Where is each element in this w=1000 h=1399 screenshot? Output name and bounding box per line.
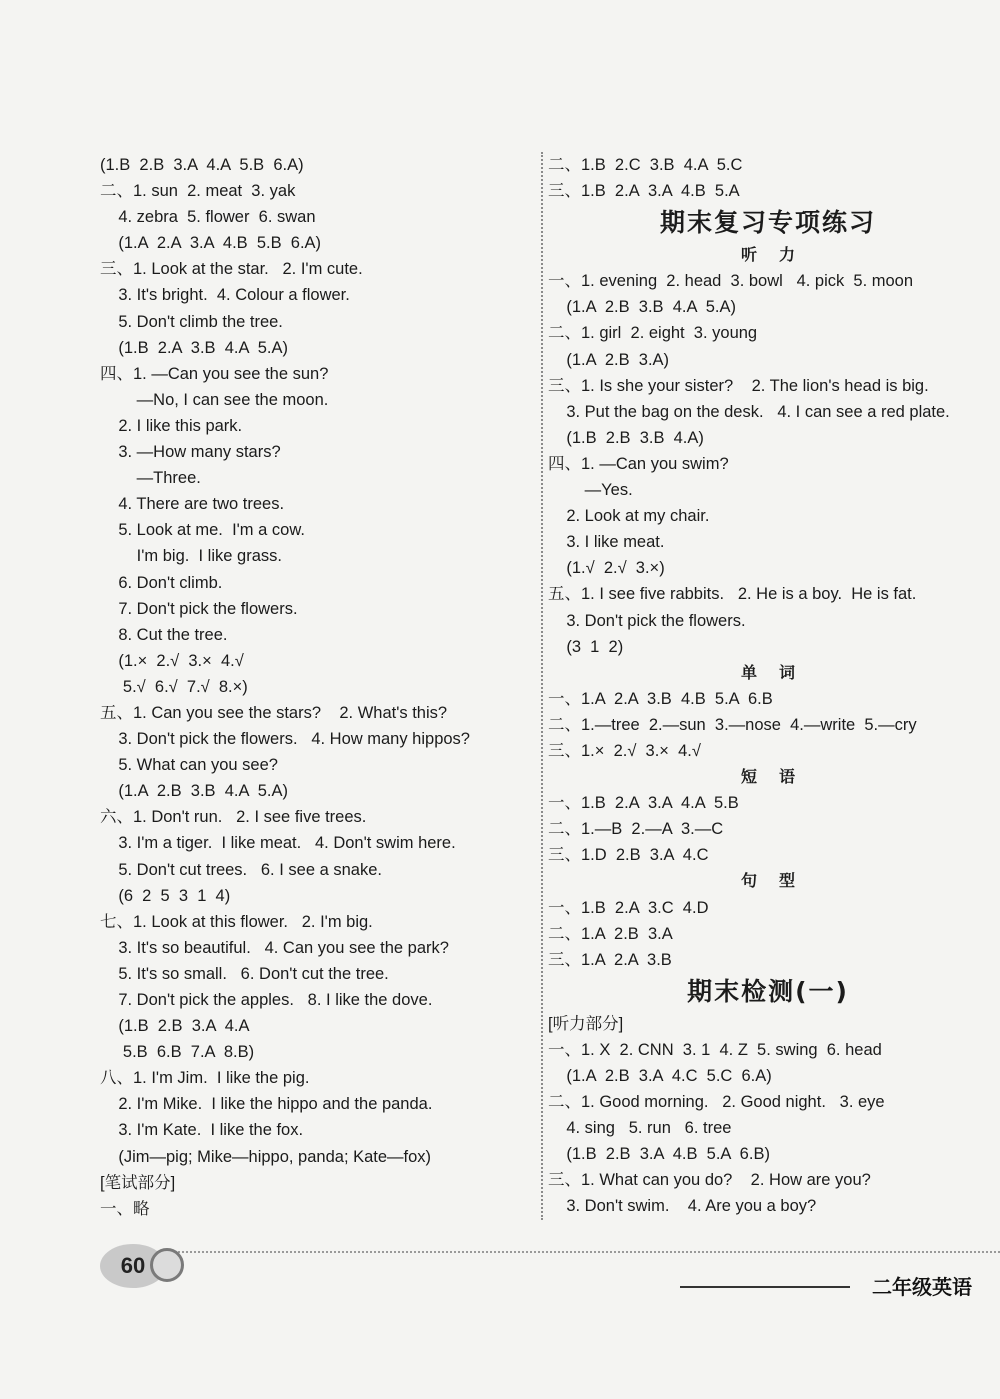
answer-line: 一、1.A 2.A 3.B 4.B 5.A 6.B bbox=[548, 689, 773, 708]
answer-line: 5. What can you see? bbox=[100, 756, 278, 775]
answer-line: 3. Don't pick the flowers. 4. How many hippos? bbox=[100, 730, 470, 749]
answer-line: (1.B 2.B 3.A 4.A 5.B 6.A) bbox=[100, 156, 304, 174]
answer-line: —Three. bbox=[100, 469, 201, 488]
answer-line: 二、1.B 2.C 3.B 4.A 5.C bbox=[548, 156, 743, 174]
right-column bbox=[548, 152, 988, 1220]
answer-line: 五、1. I see five rabbits. 2. He is a boy. He is fat. bbox=[548, 585, 917, 604]
answer-line: (Jim—pig; Mike—hippo, panda; Kate—fox) bbox=[100, 1147, 432, 1166]
footer-rule bbox=[170, 1251, 1000, 1253]
answer-line: 5. Don't cut trees. 6. I see a snake. bbox=[100, 860, 382, 879]
answer-line: 二、1.—B 2.—A 3.—C bbox=[548, 820, 724, 839]
left-column bbox=[100, 152, 520, 1222]
answer-line: (3 1 2) bbox=[548, 637, 624, 656]
answer-line: 四、1. —Can you swim? bbox=[548, 454, 729, 473]
answer-line: 八、1. I'm Jim. I like the pig. bbox=[100, 1069, 310, 1088]
answer-line: 二、1.—tree 2.—sun 3.—nose 4.—write 5.—cry bbox=[548, 715, 917, 734]
answer-line: (6 2 5 3 1 4) bbox=[100, 886, 231, 905]
answer-line: (1.× 2.√ 3.× 4.√ bbox=[100, 651, 244, 670]
answer-line: 五、1. Can you see the stars? 2. What's this? bbox=[100, 703, 448, 722]
review-title: 期末复习专项练习 bbox=[659, 208, 876, 238]
answer-line: (1.A 2.B 3.B 4.A 5.A) bbox=[548, 298, 737, 317]
answer-line: I'm big. I like grass. bbox=[100, 547, 282, 566]
answer-line: 一、1. X 2. CNN 3. 1 4. Z 5. swing 6. head bbox=[548, 1040, 882, 1059]
answer-line: —Yes. bbox=[548, 481, 633, 500]
answer-line: 5. It's so small. 6. Don't cut the tree. bbox=[100, 964, 389, 983]
answer-line: (1.B 2.B 3.A 4.B 5.A 6.B) bbox=[548, 1145, 770, 1164]
answer-line: 3. It's bright. 4. Colour a flower. bbox=[100, 286, 350, 305]
answer-line: 二、1. girl 2. eight 3. young bbox=[548, 324, 758, 343]
page-number: 60 bbox=[100, 1244, 166, 1288]
answer-line: 4. sing 5. run 6. tree bbox=[548, 1119, 732, 1138]
answer-line: 3. Don't swim. 4. Are you a boy? bbox=[548, 1197, 817, 1216]
answer-line: —No, I can see the moon. bbox=[100, 390, 329, 409]
answer-line: 7. Don't pick the apples. 8. I like the dove. bbox=[100, 991, 433, 1009]
answer-line: 3. I like meat. bbox=[548, 533, 665, 552]
answer-line: (1.B 2.B 3.B 4.A) bbox=[548, 428, 704, 447]
answer-line: 一、1.B 2.A 3.A 4.A 5.B bbox=[548, 794, 739, 813]
answer-line: 四、1. —Can you see the sun? bbox=[100, 364, 329, 383]
answer-line: 二、1. Good morning. 2. Good night. 3. eye bbox=[548, 1093, 885, 1112]
words-heading: 单词 bbox=[740, 662, 817, 682]
answer-line: 三、1. Look at the star. 2. I'm cute. bbox=[100, 260, 363, 279]
answer-line: 三、1.A 2.A 3.B bbox=[548, 950, 672, 969]
answer-line: 三、1.B 2.A 3.A 4.B 5.A bbox=[548, 182, 740, 201]
answer-line: 5.B 6.B 7.A 8.B) bbox=[100, 1043, 255, 1062]
test-title: 期末检测(一) bbox=[687, 976, 849, 1006]
answer-line: 一、1. evening 2. head 3. bowl 4. pick 5. moon bbox=[548, 272, 914, 291]
answer-line: 一、1.B 2.A 3.C 4.D bbox=[548, 898, 709, 917]
answer-line: (1.B 2.B 3.A 4.A bbox=[100, 1017, 250, 1036]
answer-line: 3. Put the bag on the desk. 4. I can see a red plate. bbox=[548, 402, 950, 421]
answer-line: 三、1. What can you do? 2. How are you? bbox=[548, 1171, 871, 1190]
answer-line: (1.A 2.B 3.B 4.A 5.A) bbox=[100, 782, 289, 801]
answer-line: 二、1.A 2.B 3.A bbox=[548, 924, 673, 943]
answer-line: 六、1. Don't run. 2. I see five trees. bbox=[100, 808, 367, 827]
answer-line: 5. Don't climb the tree. bbox=[100, 312, 283, 331]
answer-line: 三、1. Is she your sister? 2. The lion's head is big. bbox=[548, 376, 929, 395]
answer-line: 8. Cut the tree. bbox=[100, 625, 228, 644]
phrases-heading: 短语 bbox=[740, 767, 817, 787]
answer-line: (1.A 2.A 3.A 4.B 5.B 6.A) bbox=[100, 234, 322, 253]
answer-line: 一、略 bbox=[100, 1199, 150, 1218]
answer-line: 七、1. Look at this flower. 2. I'm big. bbox=[100, 912, 373, 931]
answer-line: 3. I'm a tiger. I like meat. 4. Don't swim here. bbox=[100, 834, 456, 853]
book-title: 二年级英语 bbox=[872, 1275, 972, 1299]
answer-line: 4. zebra 5. flower 6. swan bbox=[100, 208, 316, 227]
answer-line: 2. Look at my chair. bbox=[548, 507, 710, 526]
answer-line: 6. Don't climb. bbox=[100, 573, 223, 592]
section-label: [听力部分] bbox=[548, 1014, 624, 1033]
answer-line: 二、1. sun 2. meat 3. yak bbox=[100, 182, 296, 201]
listening-heading: 听力 bbox=[740, 245, 817, 265]
answer-line: 3. Don't pick the flowers. bbox=[548, 611, 746, 630]
answer-line: (1.√ 2.√ 3.×) bbox=[548, 559, 665, 578]
answer-line: 5.√ 6.√ 7.√ 8.×) bbox=[100, 677, 248, 696]
answer-line: (1.A 2.B 3.A) bbox=[548, 350, 670, 369]
answer-line: 5. Look at me. I'm a cow. bbox=[100, 521, 305, 540]
column-divider bbox=[541, 152, 543, 1220]
answer-line: 三、1.D 2.B 3.A 4.C bbox=[548, 846, 709, 865]
answer-line: 2. I like this park. bbox=[100, 416, 243, 435]
answer-line: 4. There are two trees. bbox=[100, 495, 285, 514]
answer-line: 7. Don't pick the flowers. bbox=[100, 599, 298, 618]
answer-line: 三、1.× 2.√ 3.× 4.√ bbox=[548, 741, 701, 760]
answer-line: 3. I'm Kate. I like the fox. bbox=[100, 1121, 304, 1140]
sentences-heading: 句型 bbox=[740, 871, 817, 891]
answer-line: (1.A 2.B 3.A 4.C 5.C 6.A) bbox=[548, 1067, 772, 1085]
answer-line: 3. —How many stars? bbox=[100, 443, 281, 462]
snail-icon bbox=[150, 1248, 184, 1282]
answer-line: (1.B 2.A 3.B 4.A 5.A) bbox=[100, 338, 289, 357]
section-label: [笔试部分] bbox=[100, 1173, 176, 1192]
answer-line: 3. It's so beautiful. 4. Can you see the park? bbox=[100, 938, 449, 957]
answer-line: 2. I'm Mike. I like the hippo and the panda. bbox=[100, 1095, 433, 1114]
title-underline bbox=[680, 1286, 850, 1288]
